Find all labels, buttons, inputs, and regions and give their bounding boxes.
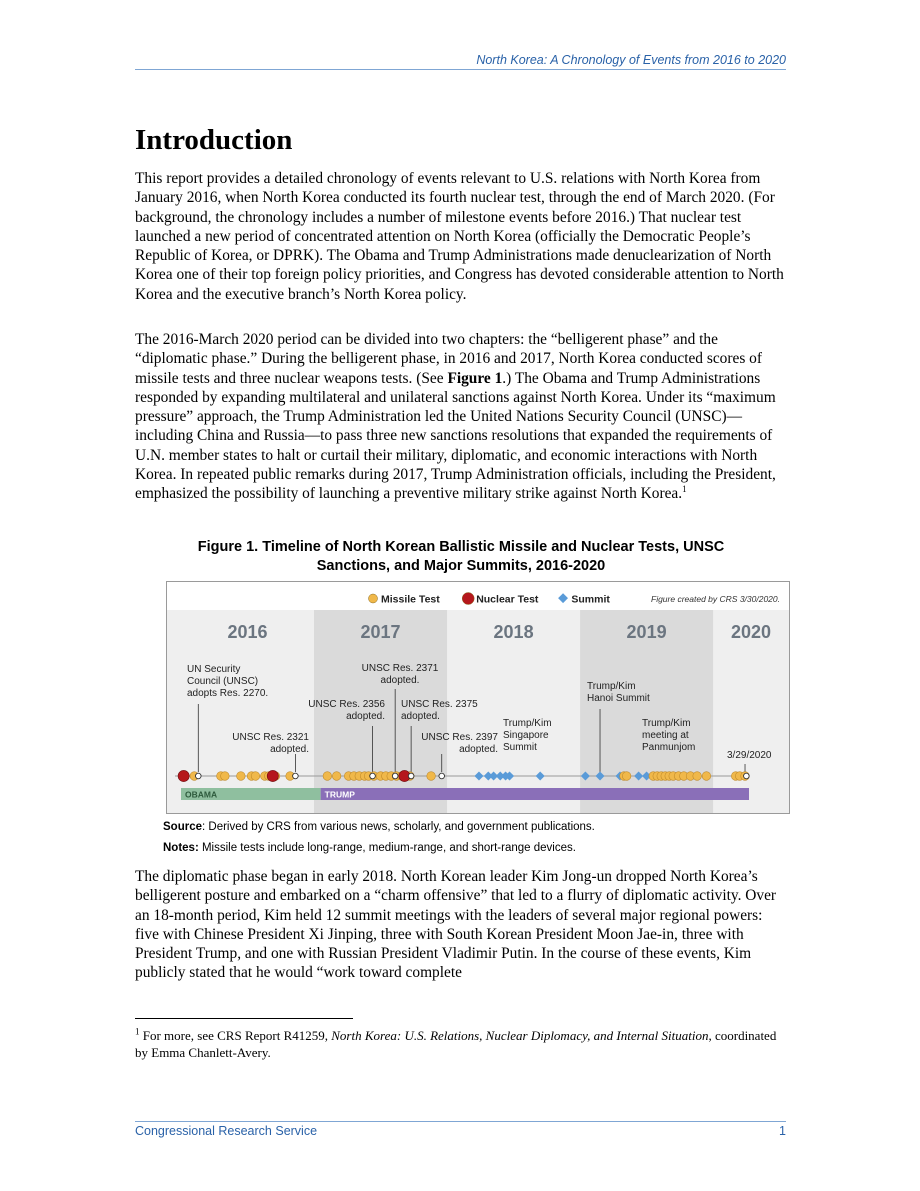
footnote-number: 1 xyxy=(135,1026,140,1037)
annotation-0-line-1: Council (UNSC) xyxy=(187,676,259,687)
annotation-2-line-1: adopted. xyxy=(346,711,385,722)
missile-test-marker-24 xyxy=(427,772,436,781)
legend-label-2: Summit xyxy=(571,593,610,606)
figure-reference-link[interactable]: Figure 1 xyxy=(447,369,503,387)
footnote-text-b: , coordinated by Emma Chanlett-Avery. xyxy=(135,1028,777,1060)
missile-test-marker-3 xyxy=(237,772,246,781)
annotation-7-line-1: Hanoi Summit xyxy=(587,693,650,704)
legend-marker-0 xyxy=(369,594,378,603)
paragraph-2-text-a: The 2016-March 2020 period can be divided into two chapters: the “belligerent phase” and the “diplomatic phase.” During the belligerent phase, in 2016 and 2017, North Korea conducted scores of missile tests and three nuclear weapons tests. (See xyxy=(135,331,762,387)
sanction-marker-4 xyxy=(408,773,414,779)
figure-notes xyxy=(163,842,576,854)
nuclear-test-marker-1 xyxy=(267,770,278,781)
admin-label-obama: OBAMA xyxy=(185,789,218,800)
figure-caption-line-1: Figure 1. Timeline of North Korean Ballistic Missile and Nuclear Tests, UNSC xyxy=(197,539,725,555)
footer-organization: Congressional Research Service xyxy=(135,1124,318,1138)
annotation-8 xyxy=(642,718,695,753)
sanction-marker-3 xyxy=(392,773,398,779)
missile-test-marker-11 xyxy=(332,772,341,781)
year-label-2019: 2019 xyxy=(626,622,667,642)
figure-notes-text: Missile tests include long-range, medium-range, and short-range devices. xyxy=(198,842,576,854)
missile-test-marker-10 xyxy=(323,772,332,781)
footnote-text-a: For more, see CRS Report R41259, xyxy=(139,1028,332,1043)
figure-caption xyxy=(135,538,787,576)
admin-bar-trump xyxy=(321,788,749,800)
annotation-5-line-0: UNSC Res. 2397 xyxy=(421,732,498,743)
annotation-3-line-1: adopted. xyxy=(380,675,420,686)
figure-notes-label: Notes: xyxy=(163,842,199,854)
sanction-marker-2 xyxy=(370,773,376,779)
footnote xyxy=(135,1027,787,1061)
annotation-0-line-0: UN Security xyxy=(187,664,241,675)
sanction-marker-6 xyxy=(744,773,750,779)
page-number: 1 xyxy=(779,1124,786,1138)
missile-test-marker-5 xyxy=(251,772,260,781)
sanction-marker-0 xyxy=(195,773,201,779)
nuclear-test-marker-0 xyxy=(178,770,189,781)
annotation-6-line-0: Trump/Kim xyxy=(503,718,552,729)
running-header: North Korea: A Chronology of Events from 2016 to 2020 xyxy=(476,53,786,67)
missile-test-marker-37 xyxy=(702,772,711,781)
annotation-4-line-1: adopted. xyxy=(401,711,440,722)
missile-test-marker-2 xyxy=(221,772,230,781)
footnote-rule xyxy=(135,1018,353,1019)
sanction-marker-1 xyxy=(293,773,299,779)
paragraph-3: The diplomatic phase began in early 2018. North Korean leader Kim Jong-un dropped North Korea’s belligerent posture and embarked on a “charm offensive” that led to a flurry of diplomatic activity. Over an 18-month period, Kim held 12 summit meetings with the leaders of several major regional powers: five with Chinese President Xi Jinping, three with South Korean President Moon Jae-in, three with President Trump, and one with Russian President Vladimir Putin. In the course of these events, Kim publicly stated that he would “work toward complete xyxy=(135,868,777,982)
header-rule xyxy=(135,69,786,70)
year-label-2016: 2016 xyxy=(227,622,268,642)
figure-source xyxy=(163,821,595,833)
annotation-6-line-1: Singapore xyxy=(503,730,549,741)
annotation-7-line-0: Trump/Kim xyxy=(587,681,636,692)
paragraph-2-text-b: .) The Obama and Trump Administrations responded by expanding multilateral and unilateral sanctions against North Korea. Under its “maximum pressure” approach, the Trump Administration led the United Nations Security Council (UNSC)—including China and Russia—to pass three new sanctions resolutions that expanded the requirements of U.N. member states to halt or curtail their military, diplomatic, and economic interactions with North Korea. In repeated public remarks during 2017, Trump Administration officials, including the President, emphasized the possibility of launching a preventive military strike against North Korea. xyxy=(135,369,776,503)
annotation-8-line-0: Trump/Kim xyxy=(642,718,691,729)
annotation-8-line-1: meeting at xyxy=(642,730,689,741)
figure-source-text: : Derived by CRS from various news, scholarly, and government publications. xyxy=(202,821,595,833)
timeline-figure xyxy=(166,581,790,814)
annotation-5-line-1: adopted. xyxy=(459,744,498,755)
annotation-1-line-0: UNSC Res. 2321 xyxy=(232,732,309,743)
legend-label-0: Missile Test xyxy=(381,593,440,606)
annotation-0-line-2: adopts Res. 2270. xyxy=(187,688,269,699)
footnote-report-title: North Korea: U.S. Relations, Nuclear Diplomacy, and Internal Situation xyxy=(331,1028,709,1043)
footer-rule xyxy=(135,1121,786,1122)
annotation-1-line-1: adopted. xyxy=(270,744,309,755)
figure-credit: Figure created by CRS 3/30/2020. xyxy=(651,594,780,604)
annotation-3-line-0: UNSC Res. 2371 xyxy=(361,663,439,674)
year-label-2020: 2020 xyxy=(731,622,772,642)
annotation-8-line-2: Panmunjom xyxy=(642,742,696,753)
section-heading: Introduction xyxy=(135,124,293,156)
year-label-2018: 2018 xyxy=(493,622,534,642)
timeline-chart xyxy=(167,582,789,813)
figure-caption-line-2: Sanctions, and Major Summits, 2016-2020 xyxy=(316,558,606,574)
sanction-marker-5 xyxy=(439,773,445,779)
figure-source-label: Source xyxy=(163,821,202,833)
footnote-reference[interactable]: 1 xyxy=(682,484,687,495)
legend-marker-1 xyxy=(462,593,474,605)
annotation-6-line-2: Summit xyxy=(503,742,537,753)
missile-test-marker-36 xyxy=(693,772,702,781)
annotation-4-line-0: UNSC Res. 2375 xyxy=(401,699,478,710)
paragraph-2 xyxy=(135,330,787,504)
admin-label-trump: TRUMP xyxy=(324,789,355,800)
year-label-2017: 2017 xyxy=(360,622,401,642)
annotation-9-line-0: 3/29/2020 xyxy=(727,750,772,761)
missile-test-marker-26 xyxy=(622,772,631,781)
paragraph-1: This report provides a detailed chronology of events relevant to U.S. relations with North Korea from January 2016, when North Korea conducted its fourth nuclear test, through the end of March 2020. (For background, the chronology includes a number of milestone events before 2016.) That nuclear test launched a new period of concentrated attention on North Korea (officially the Democratic People’s Republic of Korea, or DPRK). The Obama and Trump Administrations made denuclearization of North Korea one of their top foreign policy priorities, and Congress has devoted considerable attention to North Korea and the executive branch’s North Korea policy. xyxy=(135,170,784,303)
legend-label-1: Nuclear Test xyxy=(476,593,539,606)
annotation-2-line-0: UNSC Res. 2356 xyxy=(308,699,385,710)
